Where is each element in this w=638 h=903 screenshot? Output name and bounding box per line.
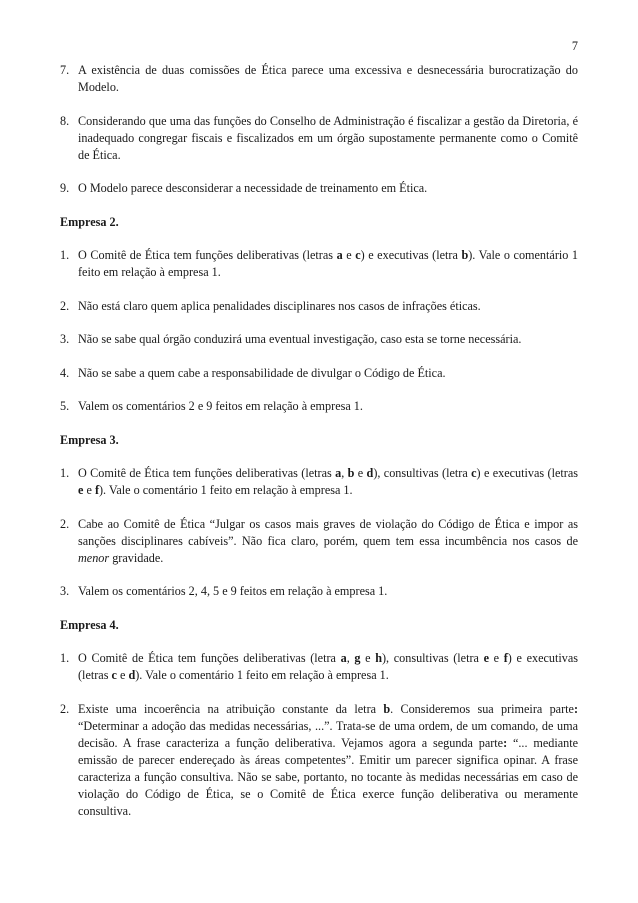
document-body	[60, 62, 578, 820]
section-heading-empresa-4: Empresa 4.	[60, 617, 119, 632]
item-text: O Comitê de Ética tem funções deliberativas (letras a e c) e executivas (letra b). Vale o comentário 1 feito em relação à empresa 1.	[78, 248, 578, 279]
list-item	[60, 516, 578, 567]
list-item	[60, 247, 578, 281]
item-number: 2.	[60, 516, 70, 531]
list-item	[60, 180, 578, 197]
list-item	[60, 298, 578, 315]
section-heading-empresa-2: Empresa 2.	[60, 214, 119, 229]
item-text: Cabe ao Comitê de Ética “Julgar os casos mais graves de violação do Código de Ética e impor as sanções disciplinares cabíveis”. Não fica claro, porém, quem tem essa incumbência nos casos de menor gravidade.	[78, 516, 578, 565]
list-item	[60, 398, 578, 415]
item-number: 7.	[60, 63, 70, 77]
item-number: 1.	[60, 466, 70, 480]
item-text: A existência de duas comissões de Ética parece uma excessiva e desnecessária burocratização do Modelo.	[78, 63, 578, 94]
item-text: Não se sabe qual órgão conduzirá uma eventual investigação, caso esta se torne necessária.	[78, 332, 522, 346]
item-text: Não está claro quem aplica penalidades disciplinares nos casos de infrações éticas.	[78, 298, 481, 313]
item-text: O Modelo parece desconsiderar a necessidade de treinamento em Ética.	[78, 181, 428, 195]
section-heading-empresa-3: Empresa 3.	[60, 432, 119, 447]
item-number: 1.	[60, 651, 70, 665]
item-number: 9.	[60, 181, 70, 195]
page-number: 7	[571, 39, 578, 53]
list-item	[60, 365, 578, 382]
item-number: 2.	[60, 298, 70, 313]
item-number: 4.	[60, 365, 70, 380]
item-number: 3.	[60, 584, 70, 598]
item-text: O Comitê de Ética tem funções deliberativas (letras a, b e d), consultivas (letra c) e executivas (letras e e f). Vale o comentário 1 feito em relação à empresa 1.	[78, 466, 578, 497]
item-text: Valem os comentários 2, 4, 5 e 9 feitos em relação à empresa 1.	[78, 584, 388, 598]
list-item	[60, 113, 578, 164]
list-item	[60, 465, 578, 499]
list-item	[60, 331, 578, 348]
item-number: 8.	[60, 113, 70, 128]
list-item	[60, 62, 578, 96]
item-number: 5.	[60, 399, 70, 413]
item-number: 2.	[60, 701, 70, 716]
item-text: Considerando que uma das funções do Conselho de Administração é fiscalizar a gestão da Diretoria, é inadequado congregar fiscais e fiscalizados em um órgão supostamente permanente como o Comitê de Ética.	[78, 113, 578, 162]
item-text: O Comitê de Ética tem funções deliberativas (letra a, g e h), consultivas (letra e e f) e executivas (letras c e d). Vale o comentário 1 feito em relação à empresa 1.	[78, 651, 579, 682]
item-text: Existe uma incoerência na atribuição constante da letra b. Consideremos sua primeira parte: “Determinar a adoção das medidas necessárias, ...”. Trata-se de uma ordem, de um comando, de uma decisão. A frase caracteriza a função deliberativa. Vejamos agora a segunda parte: “... mediante emissão de parecer endereçado às áreas competentes”. Emitir um parecer significa opinar. A frase caracteriza a função consultiva. Não se sabe, portanto, no tocante às medidas necessárias em caso de violação do Código de Ética, se o Comitê de Ética exerce função deliberativa ou meramente consultiva.	[78, 701, 579, 818]
item-text: Valem os comentários 2 e 9 feitos em relação à empresa 1.	[78, 399, 363, 413]
list-item	[60, 701, 578, 820]
item-number: 1.	[60, 248, 70, 262]
list-item	[60, 583, 578, 600]
item-number: 3.	[60, 332, 70, 346]
list-item	[60, 650, 578, 684]
item-text: Não se sabe a quem cabe a responsabilidade de divulgar o Código de Ética.	[78, 365, 446, 380]
